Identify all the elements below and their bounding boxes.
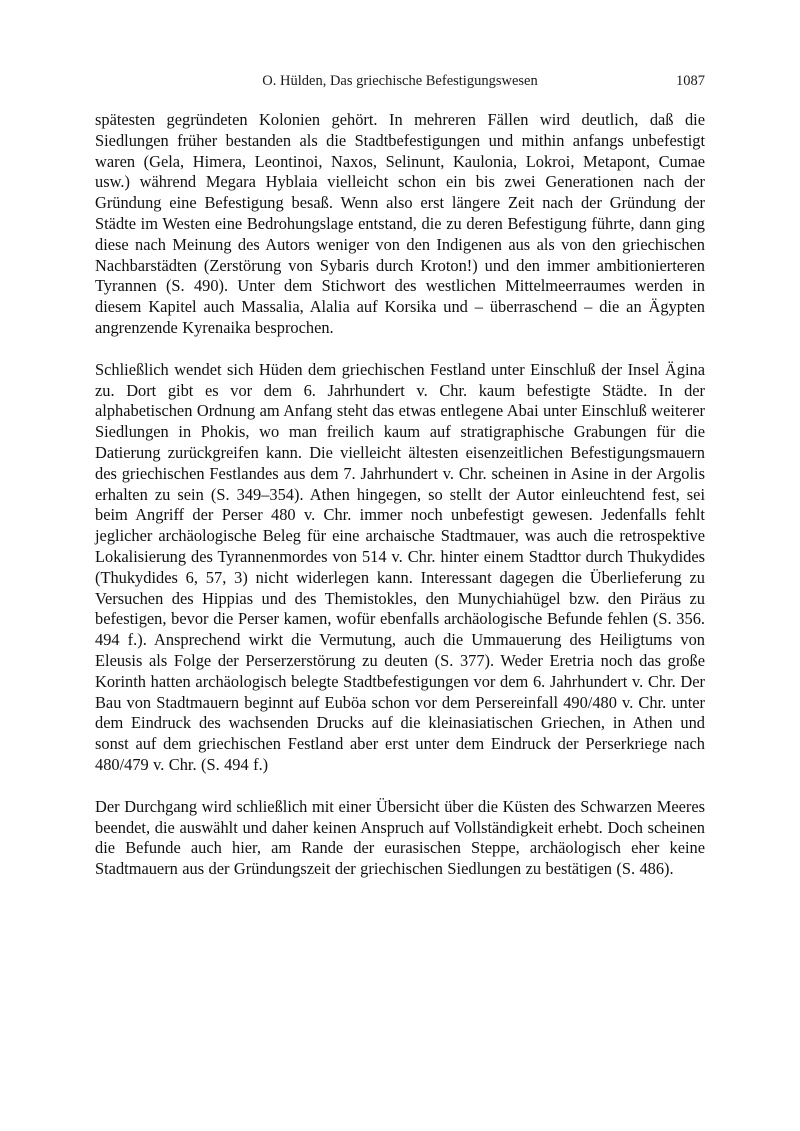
running-header-title: O. Hülden, Das griechische Befestigungswesen [262,73,538,89]
paragraph-western-colonies: spätesten gegründeten Kolonien gehört. In mehreren Fällen wird deutlich, daß die Siedlungen früher bestanden als die Stadtbefestigungen und mithin anfangs unbefestigt waren (Gela, Himera, Leontinoi, Naxos, Selinunt, Kaulonia, Lokroi, Metapont, Cumae usw.) während Megara Hyblaia vielleicht schon ein bis zwei Generationen nach der Gründung eine Befestigung besaß. Wenn also erst längere Zeit nach der Gründung der Städte im Westen eine Bedrohungslage entstand, die zu deren Befestigung führte, dann ging diese nach Meinung des Autors weniger von den Indigenen aus als von den griechischen Nachbarstädten (Zerstörung von Sybaris durch Kroton!) und den immer ambitionierteren Tyrannen (S. 490). Unter dem Stichwort des westlichen Mittelmeerraumes werden in diesem Kapitel auch Massalia, Alalia auf Korsika und – überraschend – die an Ägypten angrenzende Kyrenaika besprochen. [95,110,705,337]
page-number: 1087 [676,73,705,89]
body-text [95,110,705,880]
paragraph-black-sea: Der Durchgang wird schließlich mit einer Übersicht über die Küsten des Schwarzen Meeres beendet, die auswählt und daher keinen Anspruch auf Vollständigkeit erhebt. Doch scheinen die Befunde auch hier, am Rande der eurasischen Steppe, archäologisch eher keine Stadtmauern aus der Gründungszeit der griechischen Siedlungen zu bestätigen (S. 486). [95,796,705,879]
paragraph-greek-mainland: Schließlich wendet sich Hüden dem griechischen Festland unter Einschluß der Insel Ägina zu. Dort gibt es vor dem 6. Jahrhundert v. Chr. kaum befestigte Städte. In der alphabetischen Ordnung am Anfang steht das etwas entlegene Abai unter Einschluß weiterer Siedlungen in Phokis, wo man freilich kaum auf stratigraphische Grabungen für die Datierung zurückgreifen kann. Die vielleicht ältesten eisenzeitlichen Befestigungsmauern des griechischen Festlandes aus dem 7. Jahrhundert v. Chr. scheinen in Asine in der Argolis erhalten zu sein (S. 349–354). Athen hingegen, so stellt der Autor einleuchtend fest, sei beim Angriff der Perser 480 v. Chr. immer noch unbefestigt gewesen. Jedenfalls fehlt jeglicher archäologische Beleg für eine archaische Stadtmauer, was auch die retrospektive Lokalisierung des Tyrannenmordes von 514 v. Chr. hinter einem Stadttor durch Thukydides (Thukydides 6, 57, 3) nicht widerlegen kann. Interessant dagegen die Überlieferung zu Versuchen des Hippias und des Themistokles, den Munychiahügel bzw. den Piräus zu befestigen, bevor die Perser kamen, wofür ebenfalls archäologische Befunde fehlen (S. 356. 494 f.). Ansprechend wirkt die Vermutung, auch die Ummauerung des Heiligtums von Eleusis als Folge der Perserzerstörung zu deuten (S. 377). Weder Eretria noch das große Korinth hatten archäologisch belegte Stadtbefestigungen vor dem 6. Jahrhundert v. Chr. Der Bau von Stadtmauern beginnt auf Euböa schon vor dem Persereinfall 490/480 v. Chr. unter dem Eindruck des wachsenden Drucks auf die kleinasiatischen Griechen, in Athen und sonst auf dem griechischen Festland aber erst unter dem Eindruck der Perserkriege nach 480/479 v. Chr. (S. 494 f.) [95,359,705,774]
running-header [95,72,705,90]
